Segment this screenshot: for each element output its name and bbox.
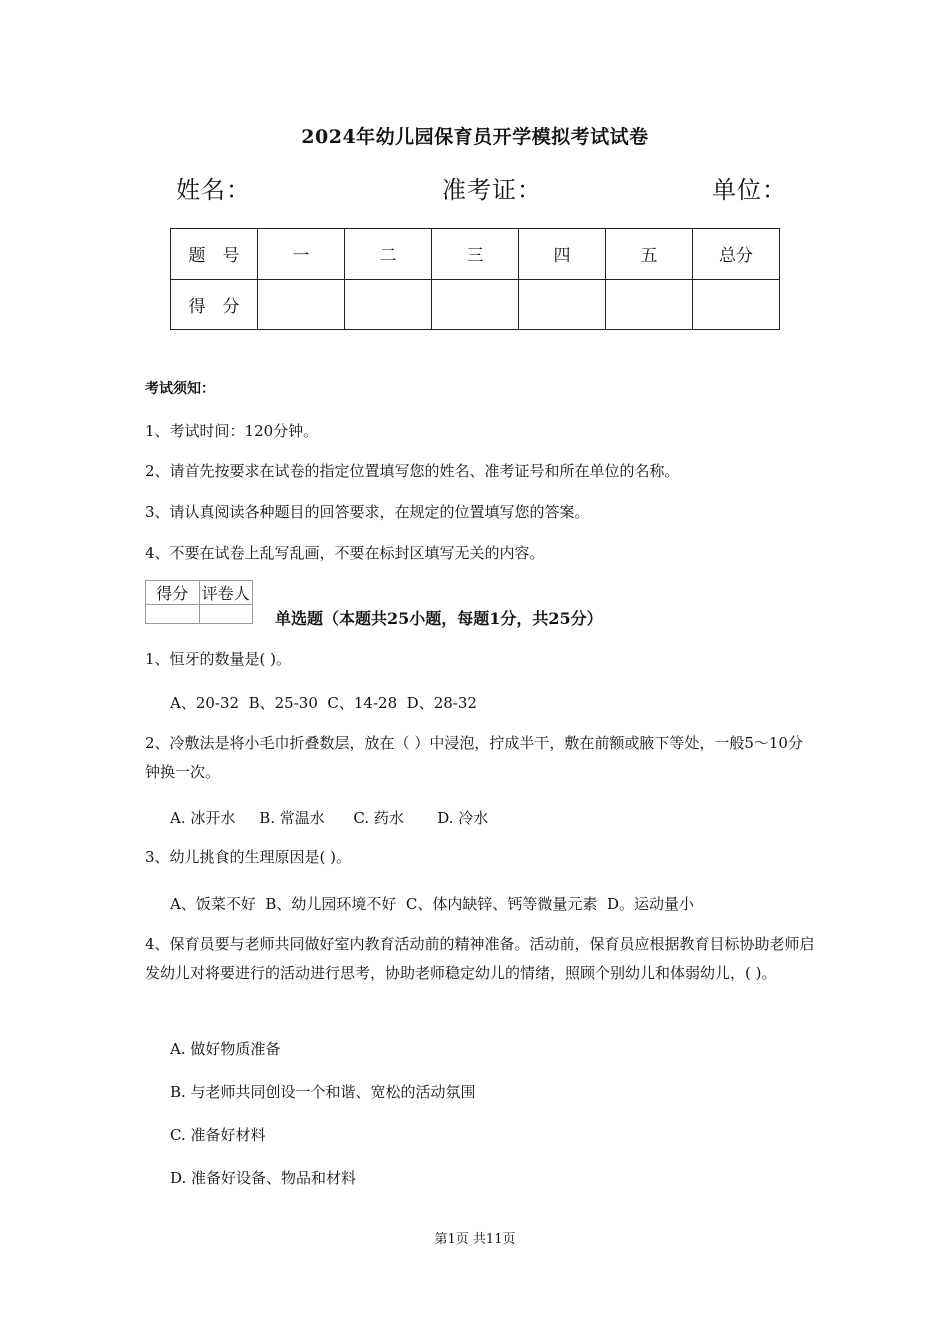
score-header-cell: 三 bbox=[432, 229, 519, 280]
question-4: 4、保育员要与老师共同做好室内教育活动前的精神准备。活动前，保育员应根据教育目标协助老师启发幼儿对将要进行的活动进行思考，协助老师稳定幼儿的情绪，照顾个别幼儿和体弱幼儿，( )。 bbox=[145, 935, 815, 982]
question-1-options: A、20-32 B、25-30 C、14-28 D、28-32 bbox=[170, 694, 477, 712]
score-blank-cell[interactable] bbox=[432, 279, 519, 330]
score-blank-cell[interactable] bbox=[693, 279, 780, 330]
score-header-cell: 题 号 bbox=[171, 229, 258, 280]
question-3: 3、幼儿挑食的生理原因是( )。 bbox=[145, 848, 352, 866]
score-table-header-row bbox=[171, 229, 780, 280]
score-header-cell: 二 bbox=[345, 229, 432, 280]
notice-item: 3、请认真阅读各种题目的回答要求，在规定的位置填写您的答案。 bbox=[145, 503, 590, 521]
grader-reviewer-label: 评卷人 bbox=[199, 581, 253, 605]
score-table-score-row bbox=[171, 279, 780, 330]
grader-score-blank[interactable] bbox=[146, 605, 200, 624]
exam-number-label: 准考证： bbox=[442, 176, 542, 204]
page-footer: 第1页 共11页 bbox=[434, 1232, 516, 1247]
score-blank-cell[interactable] bbox=[519, 279, 606, 330]
score-header-cell: 一 bbox=[258, 229, 345, 280]
exam-title: 2024年幼儿园保育员开学模拟考试试卷 bbox=[301, 126, 649, 148]
grader-reviewer-blank[interactable] bbox=[199, 605, 253, 624]
notice-item: 1、考试时间：120分钟。 bbox=[145, 422, 319, 440]
unit-label: 单位： bbox=[712, 176, 787, 204]
name-label: 姓名： bbox=[176, 176, 251, 204]
notice-heading: 考试须知： bbox=[145, 381, 215, 397]
score-blank-cell[interactable] bbox=[606, 279, 693, 330]
question-2-options: A. 冰开水 B. 常温水 C. 药水 D. 冷水 bbox=[170, 809, 489, 827]
question-4-option-d: D. 准备好设备、物品和材料 bbox=[170, 1169, 357, 1187]
score-header-cell: 四 bbox=[519, 229, 606, 280]
question-1: 1、恒牙的数量是( )。 bbox=[145, 650, 292, 668]
score-row-label: 得 分 bbox=[171, 279, 258, 330]
question-4-option-b: B. 与老师共同创设一个和谐、宽松的活动氛围 bbox=[170, 1083, 476, 1101]
score-table bbox=[170, 228, 780, 330]
score-header-cell: 总分 bbox=[693, 229, 780, 280]
question-2: 2、冷敷法是将小毛巾折叠数层，放在（ ）中浸泡，拧成半干，敷在前额或腋下等处，一般5～10分钟换一次。 bbox=[145, 734, 803, 781]
question-4-option-c: C. 准备好材料 bbox=[170, 1126, 266, 1144]
grader-box bbox=[145, 580, 253, 624]
question-4-option-a: A. 做好物质准备 bbox=[170, 1040, 281, 1058]
score-blank-cell[interactable] bbox=[258, 279, 345, 330]
question-3-options: A、饭菜不好 B、幼儿园环境不好 C、体内缺锌、钙等微量元素 D。运动量小 bbox=[170, 895, 694, 913]
notice-item: 2、请首先按要求在试卷的指定位置填写您的姓名、准考证号和所在单位的名称。 bbox=[145, 462, 680, 480]
score-header-cell: 五 bbox=[606, 229, 693, 280]
grader-score-label: 得分 bbox=[146, 581, 200, 605]
section-title: 单选题（本题共25小题，每题1分，共25分） bbox=[275, 609, 603, 628]
notice-item: 4、不要在试卷上乱写乱画，不要在标封区填写无关的内容。 bbox=[145, 544, 545, 562]
score-blank-cell[interactable] bbox=[345, 279, 432, 330]
